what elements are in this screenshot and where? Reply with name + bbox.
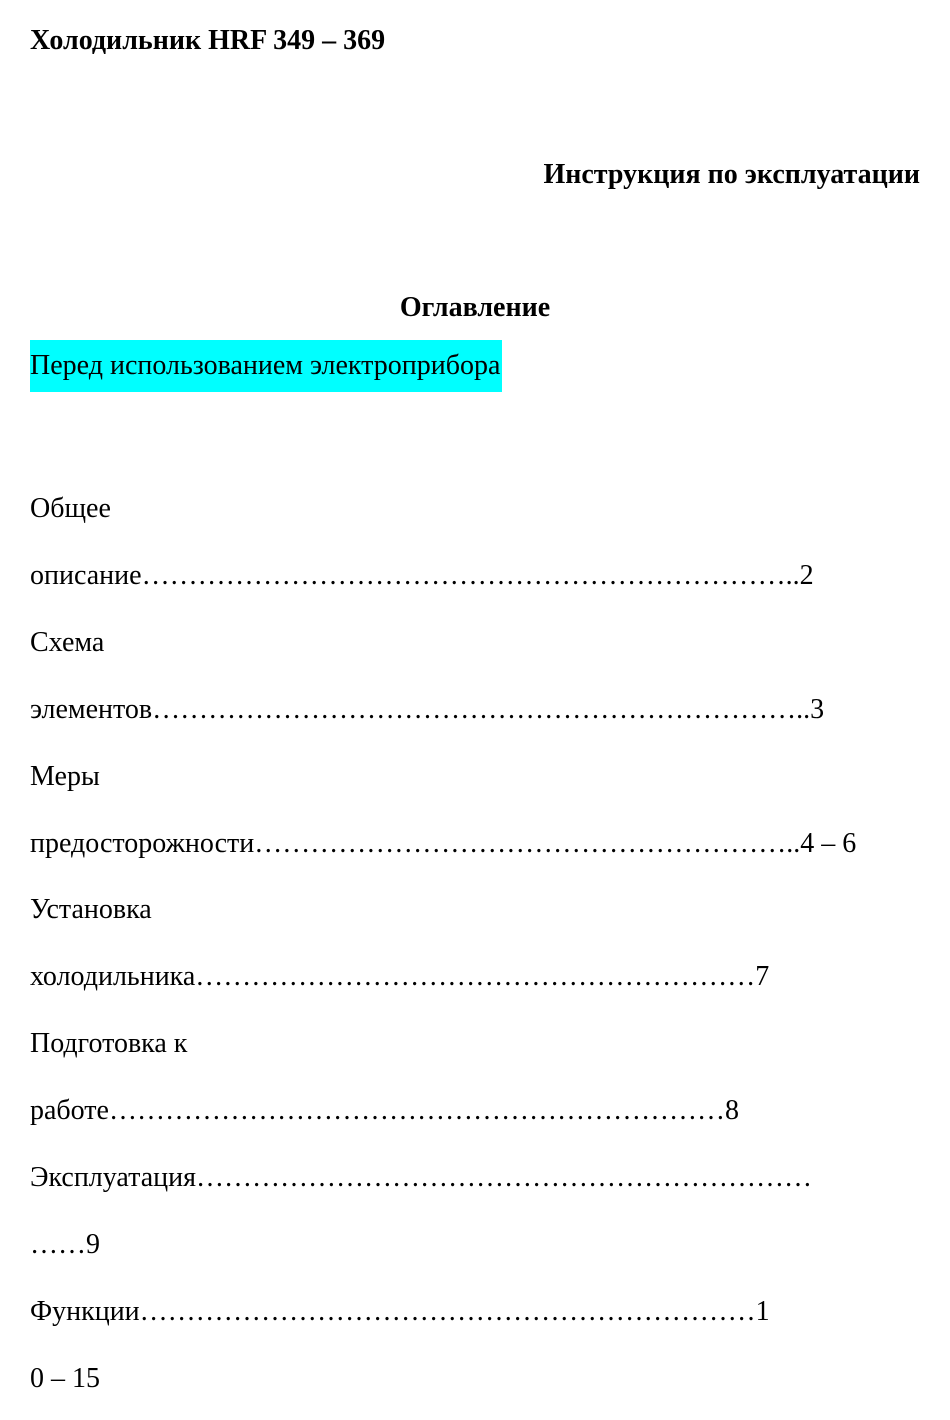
toc-line: холодильника……………………………………………………7 bbox=[30, 961, 770, 992]
toc-line: Установка bbox=[30, 894, 152, 925]
toc-line: описание……………………………………………………………..2 bbox=[30, 560, 814, 591]
toc-line: предосторожности…………………………………………………..4 – 6 bbox=[30, 828, 857, 859]
document-subtitle: Инструкция по эксплуатации bbox=[543, 159, 920, 190]
toc-line: ……9 bbox=[30, 1229, 100, 1260]
toc-line: Общее bbox=[30, 493, 111, 524]
toc-line: 0 – 15 bbox=[30, 1363, 100, 1394]
toc-line: Эксплуатация………………………………………………………… bbox=[30, 1162, 812, 1193]
toc-line: Меры bbox=[30, 761, 100, 792]
toc-line: работе…………………………………………………………8 bbox=[30, 1095, 739, 1126]
toc-line: Подготовка к bbox=[30, 1028, 188, 1059]
toc-line: элементов……………………………………………………………..3 bbox=[30, 694, 825, 725]
document-title: Холодильник HRF 349 – 369 bbox=[30, 25, 386, 56]
toc-line: Функции…………………………………………………………1 bbox=[30, 1296, 770, 1327]
section-heading-highlighted: Перед использованием электроприбора bbox=[30, 340, 502, 392]
toc-line: Схема bbox=[30, 627, 105, 658]
toc-heading: Оглавление bbox=[399, 292, 551, 323]
